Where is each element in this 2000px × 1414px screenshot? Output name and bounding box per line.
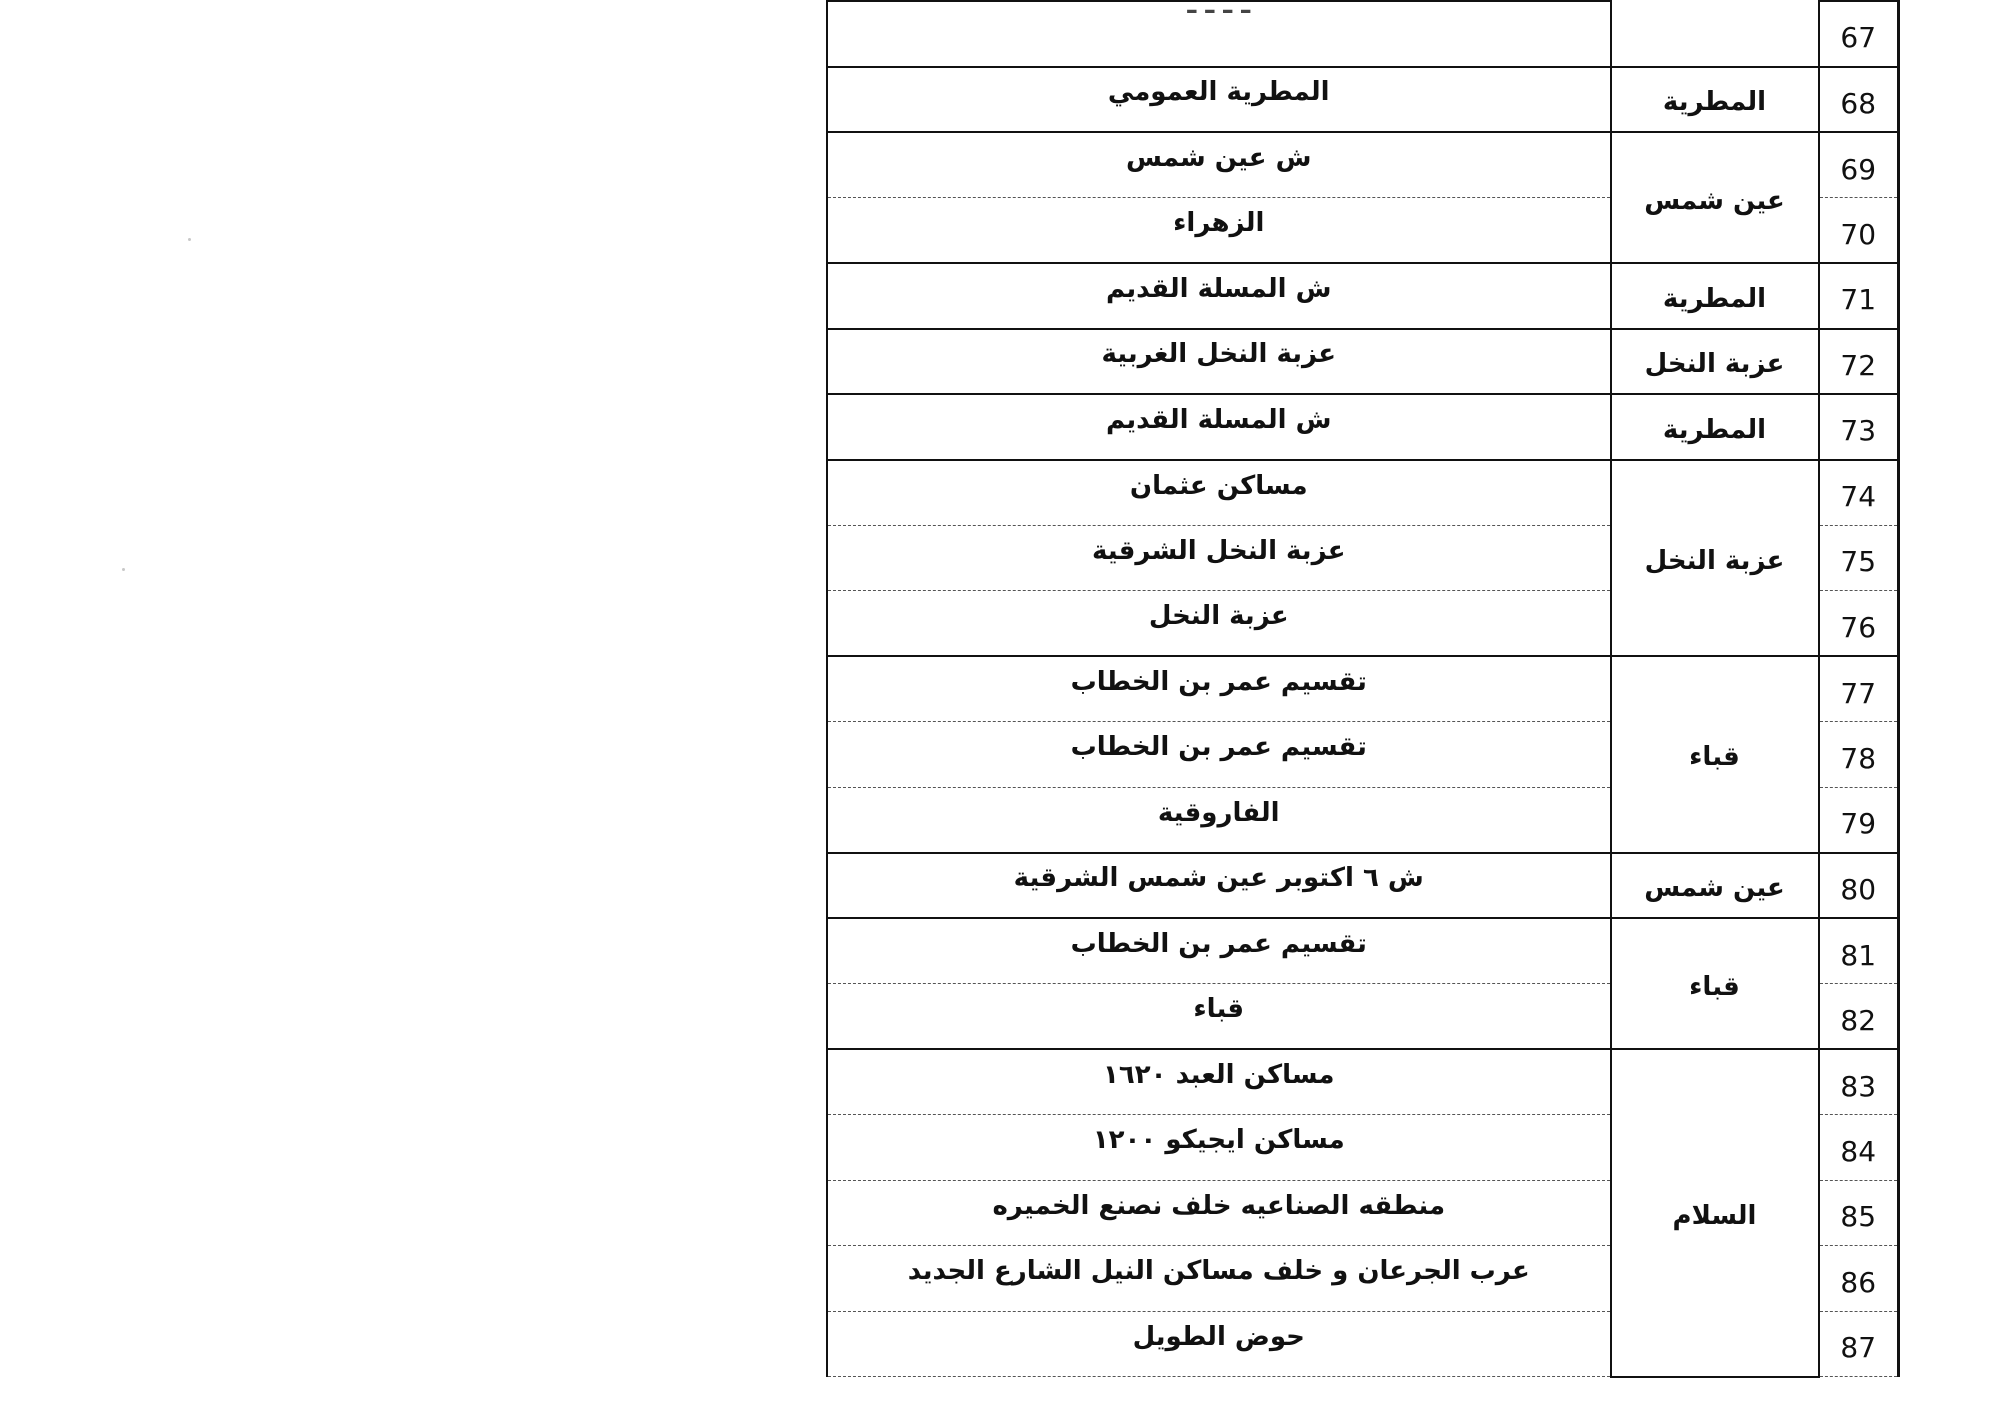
location-table bbox=[826, 0, 1900, 1378]
location-cell: الفاروقية bbox=[827, 787, 1611, 853]
table-row bbox=[827, 329, 1899, 395]
row-number: 67 bbox=[1819, 1, 1899, 67]
location-cell: مساكن العبد ١٦٢٠ bbox=[827, 1049, 1611, 1115]
location-cell: مساكن عثمان bbox=[827, 460, 1611, 526]
district-cell: قباء bbox=[1611, 656, 1819, 853]
location-cell: مساكن ايجيكو ١٢٠٠ bbox=[827, 1115, 1611, 1181]
district-cell: المطرية bbox=[1611, 67, 1819, 133]
row-number: 79 bbox=[1819, 787, 1899, 853]
location-cell: تقسيم عمر بن الخطاب bbox=[827, 656, 1611, 722]
location-cell: عرب الجرعان و خلف مساكن النيل الشارع الجديد bbox=[827, 1246, 1611, 1312]
location-table-body bbox=[827, 1, 1899, 1377]
location-cell: الزهراء bbox=[827, 198, 1611, 264]
row-number: 73 bbox=[1819, 394, 1899, 460]
location-cell: المطرية العمومي bbox=[827, 67, 1611, 133]
row-number: 70 bbox=[1819, 198, 1899, 264]
row-number: 69 bbox=[1819, 132, 1899, 198]
table-row bbox=[827, 394, 1899, 460]
row-number: 81 bbox=[1819, 918, 1899, 984]
row-number: 75 bbox=[1819, 525, 1899, 591]
scan-speck bbox=[122, 568, 125, 571]
district-cell: المطرية bbox=[1611, 394, 1819, 460]
row-number: 87 bbox=[1819, 1311, 1899, 1377]
location-cell: تقسيم عمر بن الخطاب bbox=[827, 722, 1611, 788]
location-table-frame bbox=[826, 0, 1900, 1368]
row-number: 72 bbox=[1819, 329, 1899, 395]
location-cell: ش المسلة القديم bbox=[827, 263, 1611, 329]
location-cell: ش المسلة القديم bbox=[827, 394, 1611, 460]
table-row bbox=[827, 1049, 1899, 1115]
district-cell: عزبة النخل bbox=[1611, 329, 1819, 395]
district-cell bbox=[1611, 1, 1819, 67]
district-cell: عين شمس bbox=[1611, 132, 1819, 263]
row-number: 82 bbox=[1819, 984, 1899, 1050]
location-cell: قباء bbox=[827, 984, 1611, 1050]
location-cell bbox=[827, 1, 1611, 67]
location-text-cut-off: ـ ـ ـ ـ bbox=[1187, 1, 1251, 20]
row-number: 84 bbox=[1819, 1115, 1899, 1181]
district-cell: عزبة النخل bbox=[1611, 460, 1819, 657]
location-cell: ش ٦ اكتوبر عين شمس الشرقية bbox=[827, 853, 1611, 919]
row-number: 68 bbox=[1819, 67, 1899, 133]
table-row bbox=[827, 132, 1899, 198]
location-cell: عزبة النخل bbox=[827, 591, 1611, 657]
table-row bbox=[827, 656, 1899, 722]
table-row bbox=[827, 918, 1899, 984]
location-cell: ش عين شمس bbox=[827, 132, 1611, 198]
table-row bbox=[827, 460, 1899, 526]
location-cell: عزبة النخل الشرقية bbox=[827, 525, 1611, 591]
table-row bbox=[827, 263, 1899, 329]
scan-speck bbox=[188, 238, 191, 241]
row-number: 83 bbox=[1819, 1049, 1899, 1115]
row-number: 71 bbox=[1819, 263, 1899, 329]
district-cell: قباء bbox=[1611, 918, 1819, 1049]
location-cell: حوض الطويل bbox=[827, 1311, 1611, 1377]
row-number: 80 bbox=[1819, 853, 1899, 919]
location-cell: تقسيم عمر بن الخطاب bbox=[827, 918, 1611, 984]
row-number: 74 bbox=[1819, 460, 1899, 526]
row-number: 85 bbox=[1819, 1180, 1899, 1246]
district-cell: السلام bbox=[1611, 1049, 1819, 1377]
row-number: 76 bbox=[1819, 591, 1899, 657]
location-cell: عزبة النخل الغربية bbox=[827, 329, 1611, 395]
table-row bbox=[827, 853, 1899, 919]
location-cell: منطقه الصناعيه خلف نصنع الخميره bbox=[827, 1180, 1611, 1246]
row-number: 86 bbox=[1819, 1246, 1899, 1312]
row-number: 77 bbox=[1819, 656, 1899, 722]
table-row bbox=[827, 1, 1899, 67]
table-row bbox=[827, 67, 1899, 133]
district-cell: عين شمس bbox=[1611, 853, 1819, 919]
district-cell: المطرية bbox=[1611, 263, 1819, 329]
row-number: 78 bbox=[1819, 722, 1899, 788]
